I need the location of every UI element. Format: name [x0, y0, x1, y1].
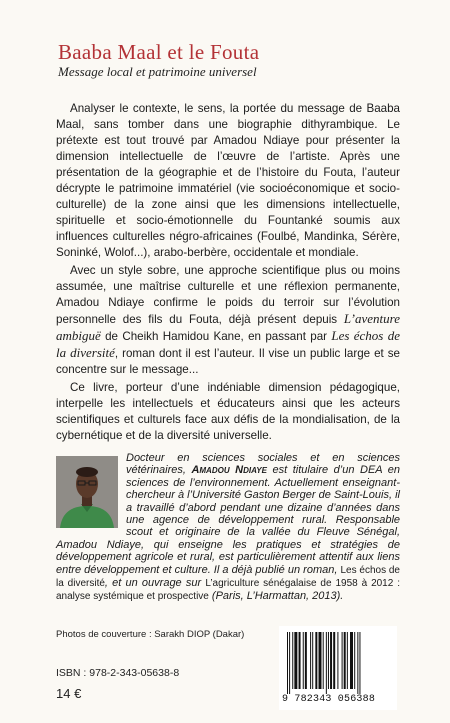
- price: 14 €: [56, 686, 82, 701]
- barcode-bar: [310, 632, 311, 689]
- barcode-bar: [344, 632, 346, 689]
- author-portrait-icon: [56, 456, 118, 528]
- barcode-bar: [330, 632, 332, 689]
- barcode: [279, 626, 397, 710]
- barcode-bar: [347, 632, 348, 689]
- cited-title-echos: Les échos de la diversité: [56, 328, 400, 360]
- bio-book-1: Les échos de la diversité: [56, 564, 400, 590]
- barcode-number: 9 782343 056388: [282, 694, 376, 705]
- bio-intro: Docteur en sciences sociales et en sciences vétérinaires,: [126, 452, 400, 477]
- barcode-bar: [337, 632, 338, 689]
- barcode-bar: [326, 632, 327, 694]
- summary-p2-part-c: , roman dont il est l’auteur. Il vise un public large et se concentre sur le message...: [56, 347, 400, 376]
- photo-credit: Photos de couverture : Sarakh DIOP (Dakar): [56, 629, 245, 640]
- barcode-bar: [305, 632, 307, 689]
- cited-title-aventure: L’aventure ambiguë: [56, 311, 400, 343]
- author-photo: [56, 456, 118, 528]
- summary-p2-part-a: Avec un style sobre, une approche scientifique plus ou moins assumée, une maîtrise culturelle et une réflexion permanente, Amadou Ndiaye confirme le poids du terroir sur l’évolution personnelle des fils du Fouta, déjà présent depuis: [56, 264, 400, 326]
- barcode-bar: [350, 632, 353, 689]
- summary-p2-part-b: de Cheikh Hamidou Kane, en passant par: [100, 330, 332, 343]
- bio-text-c: (Paris, L’Harmattan, 2013).: [208, 590, 344, 603]
- barcode-bar: [333, 632, 335, 689]
- book-subtitle: Message local et patrimoine universel: [58, 64, 257, 79]
- barcode-bar: [312, 632, 313, 689]
- bio-book-2: L’agriculture sénégalaise de 1958 à 2012 : analyse systémique et prospective: [56, 578, 400, 603]
- barcode-bar: [323, 632, 324, 689]
- barcode-bars-icon: [285, 632, 391, 694]
- barcode-bar: [328, 632, 329, 689]
- barcode-bar: [303, 632, 304, 689]
- barcode-bar: [299, 632, 301, 689]
- summary-paragraph-3: Ce livre, porteur d’une indéniable dimension pédagogique, interpelle les intellectuels et éducateurs ainsi que les acteurs scientifiques et culturels face aux défis de la mondialisation, de la cybernétique et de la diversité universelle.: [56, 381, 400, 442]
- barcode-bar: [357, 632, 358, 694]
- isbn: ISBN : 978-2-343-05638-8: [56, 667, 180, 679]
- book-title: Baaba Maal et le Fouta: [58, 40, 260, 64]
- barcode-bar: [292, 632, 293, 689]
- summary-paragraph-1: Analyser le contexte, le sens, la portée du message de Baaba Maal, sans tomber dans une biographie dithyrambique. Le prétexte est tout trouvé par Amadou Ndiaye pour présenter la dimension intellectuelle de l’œuvre de l’artiste. Après une présentation de la géographie et de l’histoire du Fouta, l’auteur décrypte le patrimoine immatériel (vie socioéconomique et socio-culturelle) de la zone ainsi que les dimensions intellectuelle, spirituelle et socio-émotionnelle du Fountanké soumis aux influences culturelles négro-africaines (Foulbé, Mandinka, Sérère, Soninké, Wolof...), arabo-berbère, occidentale et mondiale.: [56, 102, 400, 259]
- barcode-bar: [289, 632, 290, 694]
- summary-text: [56, 101, 400, 446]
- barcode-bar: [319, 632, 322, 689]
- barcode-bar: [315, 632, 317, 689]
- barcode-bar: [359, 632, 360, 694]
- barcode-bar: [342, 632, 343, 689]
- barcode-bar: [287, 632, 288, 694]
- bio-text-b: , et un ouvrage sur: [104, 577, 206, 590]
- bio-text-a: est titulaire d’un DEA en sciences de l’environnement. Actuellement enseignant-chercheur à l’Université Gaston Berger de Saint-Louis, il a travaillé d’abord pendant une dizaine d’années dans une agence de développement rural. Responsable scout et originaire de la vallée du Fleuve Sénégal, Amadou Ndiaye, qui enseigne les pratiques et stratégies de développement agricole et rural, est particulièrement attentif aux liens entre développement et culture. Il a déjà publié un roman,: [56, 464, 400, 576]
- barcode-bar: [294, 632, 297, 689]
- author-name: Amadou Ndiaye: [191, 464, 267, 477]
- barcode-bar: [354, 632, 355, 689]
- summary-paragraph-2: [56, 263, 400, 378]
